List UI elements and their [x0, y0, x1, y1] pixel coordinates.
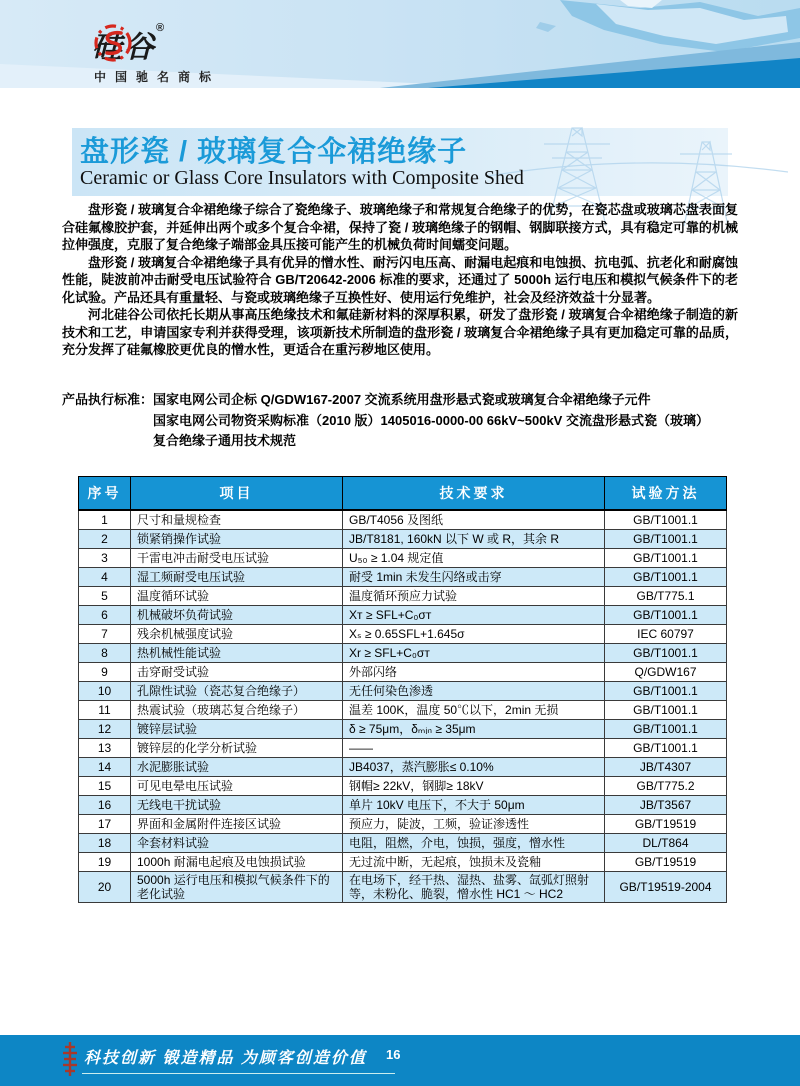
table-row: [79, 872, 727, 903]
column-header: 技术要求: [343, 477, 605, 511]
column-header: 序号: [79, 477, 131, 511]
page-number: 16: [386, 1047, 401, 1062]
table-cell: 19: [79, 853, 131, 872]
table-row: [79, 834, 727, 853]
table-cell: GB/T1001.1: [605, 549, 727, 568]
table-row: [79, 625, 727, 644]
table-cell: 11: [79, 701, 131, 720]
table-row: [79, 758, 727, 777]
table-cell: 热震试验（玻璃芯复合绝缘子）: [131, 701, 343, 720]
table-cell: Xᴛ ≥ SFL+C₀σᴛ: [343, 606, 605, 625]
footer-slogan: 科技创新 锻造精品 为顾客创造价值: [82, 1041, 395, 1074]
table-row: [79, 644, 727, 663]
page-subtitle: Ceramic or Glass Core Insulators with Composite Shed: [80, 167, 524, 189]
table-cell: GB/T1001.1: [605, 682, 727, 701]
table-cell: GB/T1001.1: [605, 701, 727, 720]
table-row: [79, 510, 727, 530]
table-cell: GB/T19519: [605, 853, 727, 872]
table-cell: Xr ≥ SFL+C₀σᴛ: [343, 644, 605, 663]
table-row: [79, 720, 727, 739]
table-cell: 1000h 耐漏电起痕及电蚀损试验: [131, 853, 343, 872]
table-row: [79, 587, 727, 606]
table-row: [79, 739, 727, 758]
table-cell: GB/T775.1: [605, 587, 727, 606]
standards-line: 国家电网公司物资采购标准（2010 版）1405016-0000-00 66kV~500kV 交流盘形悬式瓷（玻璃）: [153, 412, 709, 428]
column-header: 试验方法: [605, 477, 727, 511]
table-cell: 15: [79, 777, 131, 796]
table-cell: 钢帽≥ 22kV，钢脚≥ 18kV: [343, 777, 605, 796]
table-row: [79, 568, 727, 587]
table-row: [79, 663, 727, 682]
logo-text: 硅谷®: [92, 22, 167, 64]
table-cell: 孔隙性试验（瓷芯复合绝缘子）: [131, 682, 343, 701]
table-cell: 可见电晕电压试验: [131, 777, 343, 796]
spec-table-body: [79, 510, 727, 903]
table-cell: 3: [79, 549, 131, 568]
table-cell: 温度循环试验: [131, 587, 343, 606]
table-cell: 17: [79, 815, 131, 834]
logo-tagline: 中国驰名商标: [94, 70, 221, 84]
insulator-icon: [60, 1041, 80, 1077]
registered-mark: ®: [156, 22, 167, 34]
page-footer: [0, 1035, 800, 1086]
table-cell: 14: [79, 758, 131, 777]
standards-block: [62, 390, 742, 452]
standards-line: 复合绝缘子通用技术规范: [153, 433, 297, 448]
table-row: [79, 815, 727, 834]
table-cell: JB/T4307: [605, 758, 727, 777]
table-cell: GB/T1001.1: [605, 510, 727, 530]
table-cell: GB/T1001.1: [605, 739, 727, 758]
silicon-valley-logo-icon: [92, 22, 134, 64]
table-cell: 无过流中断，无起痕，蚀损未及瓷釉: [343, 853, 605, 872]
table-cell: 干雷电冲击耐受电压试验: [131, 549, 343, 568]
paragraph: 盘形瓷 / 玻璃复合伞裙绝缘子综合了瓷绝缘子、玻璃绝缘子和常规复合绝缘子的优势，在瓷芯盘或玻璃芯盘表面复合硅氟橡胶护套，并延伸出两个或多个复合伞裙，保持了瓷 / 玻璃绝缘子的钢帽、钢脚联接方式，具有稳定可靠的机械拉伸强度，克服了复合绝缘子端部金具压接可能产生的机械负荷时间蠕变问题。: [62, 202, 738, 252]
table-cell: GB/T1001.1: [605, 720, 727, 739]
table-cell: 机械破坏负荷试验: [131, 606, 343, 625]
table-cell: 13: [79, 739, 131, 758]
table-cell: 伞套材料试验: [131, 834, 343, 853]
table-cell: 9: [79, 663, 131, 682]
table-cell: ——: [343, 739, 605, 758]
table-cell: 镀锌层的化学分析试验: [131, 739, 343, 758]
table-cell: Q/GDW167: [605, 663, 727, 682]
footer-slogan-group: [60, 1041, 395, 1077]
table-cell: 电阻，阻燃，介电，蚀损，强度，憎水性: [343, 834, 605, 853]
table-cell: GB/T19519: [605, 815, 727, 834]
table-cell: JB4037，蒸汽膨胀≤ 0.10%: [343, 758, 605, 777]
table-cell: GB/T1001.1: [605, 644, 727, 663]
table-cell: 4: [79, 568, 131, 587]
table-cell: 无线电干扰试验: [131, 796, 343, 815]
company-logo: [92, 22, 166, 66]
column-header: 项目: [131, 477, 343, 511]
table-cell: 10: [79, 682, 131, 701]
table-row: [79, 530, 727, 549]
table-cell: δ ≥ 75μm，δₘᵢₙ ≥ 35μm: [343, 720, 605, 739]
table-cell: GB/T1001.1: [605, 568, 727, 587]
spec-table-head-row: [79, 477, 727, 511]
table-row: [79, 777, 727, 796]
table-cell: Xₛ ≥ 0.65SFL+1.645σ: [343, 625, 605, 644]
table-cell: 20: [79, 872, 131, 903]
table-cell: GB/T1001.1: [605, 606, 727, 625]
table-cell: 1: [79, 510, 131, 530]
table-cell: 耐受 1min 未发生闪络或击穿: [343, 568, 605, 587]
table-cell: 6: [79, 606, 131, 625]
table-cell: 水泥膨胀试验: [131, 758, 343, 777]
standards-line: 国家电网公司企标 Q/GDW167-2007 交流系统用盘形悬式瓷或玻璃复合伞裙绝缘子元件: [153, 392, 651, 407]
table-cell: 温度循环预应力试验: [343, 587, 605, 606]
table-cell: 界面和金属附件连接区试验: [131, 815, 343, 834]
table-cell: U₅₀ ≥ 1.04 规定值: [343, 549, 605, 568]
table-cell: 5000h 运行电压和模拟气候条件下的老化试验: [131, 872, 343, 903]
table-row: [79, 853, 727, 872]
table-cell: 锁紧销操作试验: [131, 530, 343, 549]
table-cell: 16: [79, 796, 131, 815]
table-cell: GB/T4056 及图纸: [343, 510, 605, 530]
table-cell: 温差 100K，温度 50℃以下，2min 无损: [343, 701, 605, 720]
table-row: [79, 796, 727, 815]
table-row: [79, 549, 727, 568]
table-cell: 12: [79, 720, 131, 739]
body-text: [62, 201, 738, 359]
spec-table-container: [78, 476, 727, 903]
table-cell: 单片 10kV 电压下，不大于 50μm: [343, 796, 605, 815]
table-cell: 热机械性能试验: [131, 644, 343, 663]
section-title-banner: [72, 128, 728, 196]
table-cell: 预应力，陡波，工频，验证渗透性: [343, 815, 605, 834]
table-row: [79, 682, 727, 701]
spec-table: [78, 476, 727, 903]
table-cell: 无任何染色渗透: [343, 682, 605, 701]
page-title: 盘形瓷 / 玻璃复合伞裙绝缘子: [80, 136, 468, 168]
table-cell: 8: [79, 644, 131, 663]
paragraph: 河北硅谷公司依托长期从事高压绝缘技术和氟硅新材料的深厚积累，研发了盘形瓷 / 玻璃复合伞裙绝缘子制造的新技术和工艺，申请国家专利并获得受理，该项新技术所制造的盘形瓷 / 玻璃复合伞裙绝缘子具有更加稳定可靠的品质，充分发挥了硅氟橡胶更优良的憎水性，更适合在重污秽地区使用。: [62, 307, 738, 357]
table-cell: GB/T19519-2004: [605, 872, 727, 903]
table-cell: 18: [79, 834, 131, 853]
standards-label: 产品执行标准：: [62, 392, 154, 407]
page-header: [0, 0, 800, 88]
table-row: [79, 701, 727, 720]
table-cell: IEC 60797: [605, 625, 727, 644]
table-cell: 5: [79, 587, 131, 606]
table-cell: 在电场下，经干热、湿热、盐雾、氙弧灯照射等，未粉化、脆裂，憎水性 HC1 ～ HC2: [343, 872, 605, 903]
table-cell: 镀锌层试验: [131, 720, 343, 739]
table-cell: 外部闪络: [343, 663, 605, 682]
table-row: [79, 606, 727, 625]
table-cell: 击穿耐受试验: [131, 663, 343, 682]
table-cell: DL/T864: [605, 834, 727, 853]
paragraph: 盘形瓷 / 玻璃复合伞裙绝缘子具有优异的憎水性、耐污闪电压高、耐漏电起痕和电蚀损、抗电弧、抗老化和耐腐蚀性能，陡波前冲击耐受电压试验符合 GB/T20642-2006 标准的要求，还通过了 5000h 运行电压和模拟气候条件下的老化试验。产品还具有重量轻、与瓷或玻璃绝缘子互换性好、使用运行免维护，社会及经济效益十分显著。: [62, 254, 738, 305]
table-cell: 湿工频耐受电压试验: [131, 568, 343, 587]
table-cell: 残余机械强度试验: [131, 625, 343, 644]
table-cell: 尺寸和量规检查: [131, 510, 343, 530]
table-cell: GB/T1001.1: [605, 530, 727, 549]
table-cell: JB/T8181, 160kN 以下 W 或 R，其余 R: [343, 530, 605, 549]
standards-lines: [153, 390, 742, 452]
table-cell: 7: [79, 625, 131, 644]
table-cell: JB/T3567: [605, 796, 727, 815]
table-cell: 2: [79, 530, 131, 549]
table-cell: GB/T775.2: [605, 777, 727, 796]
